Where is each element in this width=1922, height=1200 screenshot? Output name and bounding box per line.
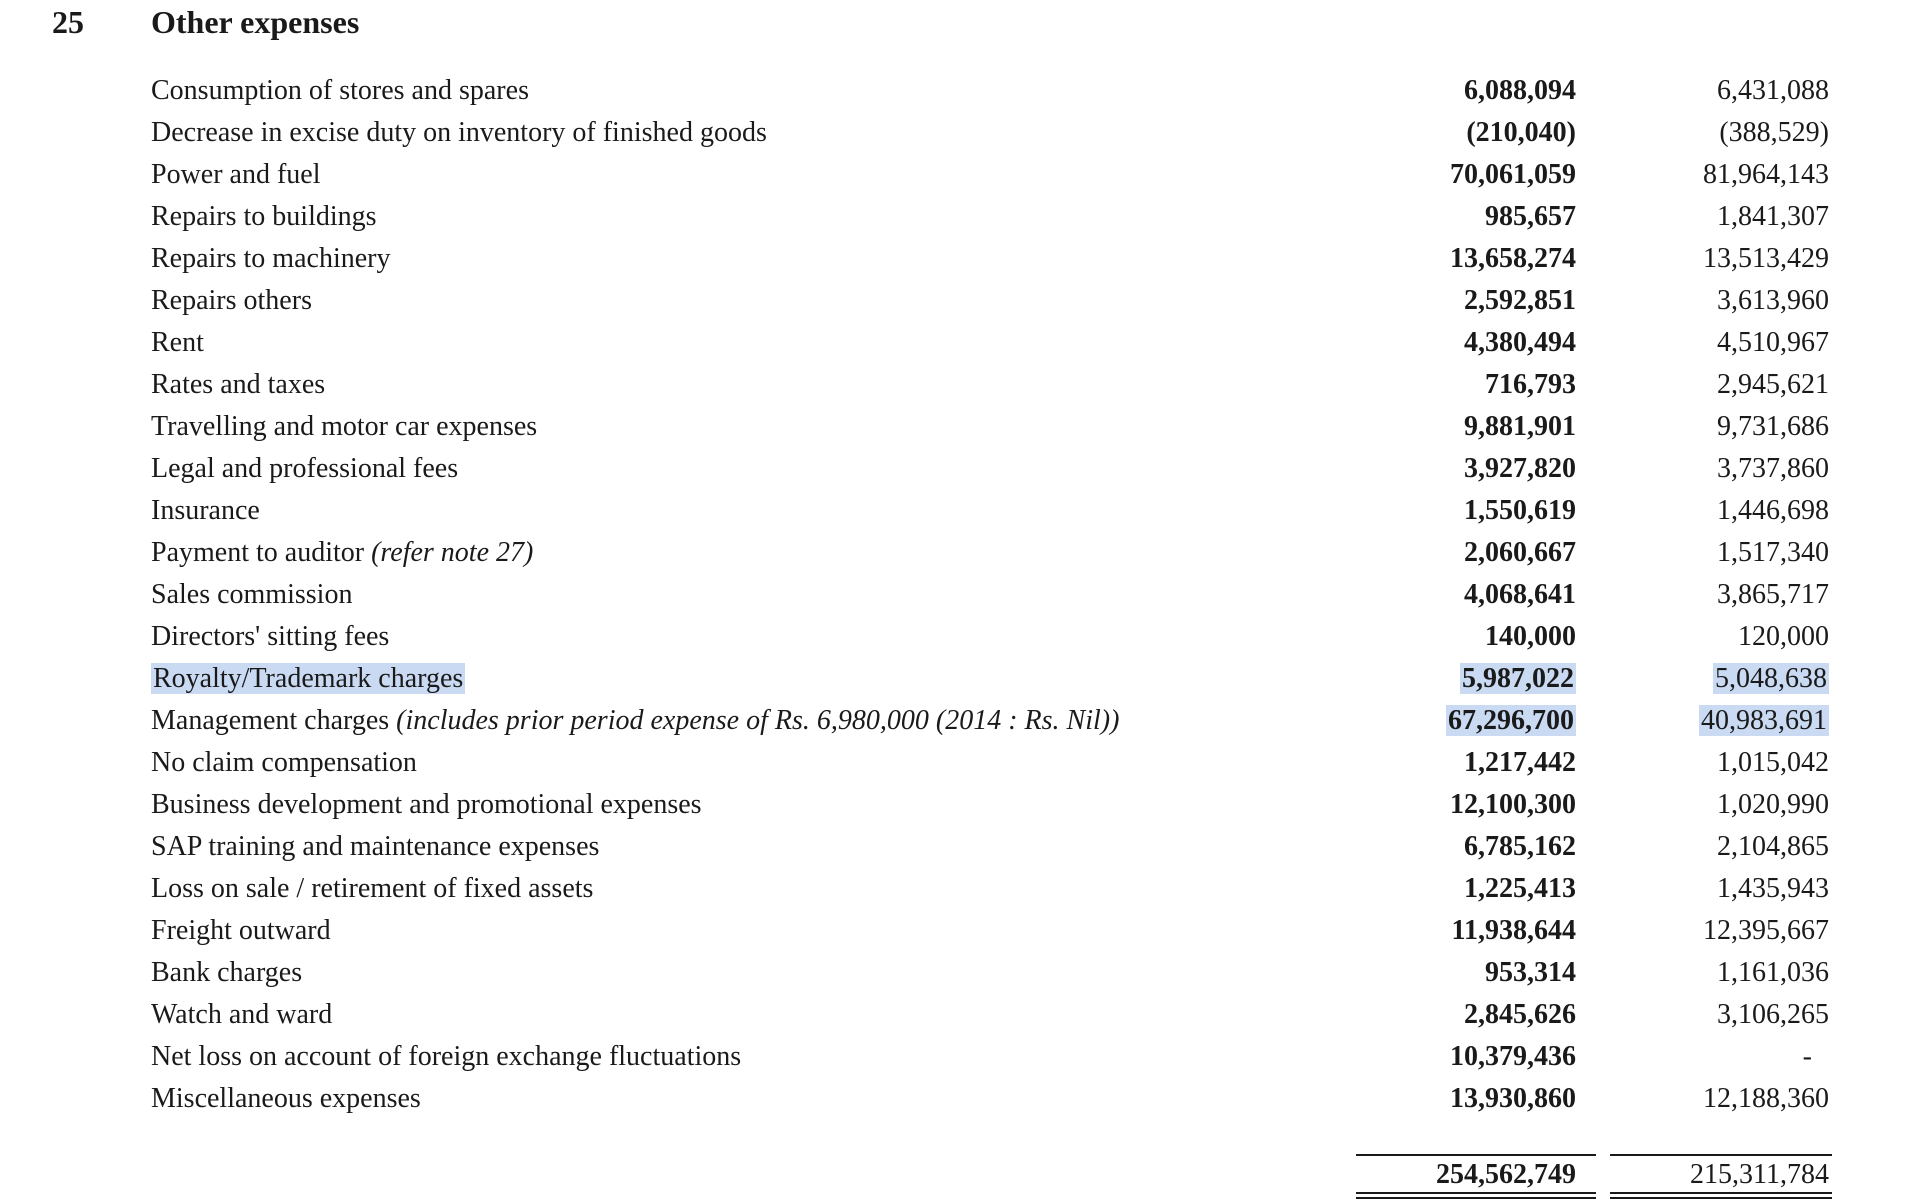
expense-label [151, 742, 417, 784]
expense-table [0, 70, 1922, 1120]
current-year-value [1464, 448, 1576, 490]
expense-label [151, 868, 593, 910]
table-row [0, 364, 1922, 406]
expense-label-text: Legal and professional fees [151, 453, 459, 484]
expense-label [151, 448, 458, 490]
current-year-value-text: 2,845,626 [1464, 999, 1576, 1030]
current-year-value [1466, 112, 1576, 154]
previous-year-value [1717, 952, 1829, 994]
total-double-rule-previous [1610, 1197, 1832, 1199]
table-row [0, 238, 1922, 280]
table-row [0, 994, 1922, 1036]
previous-year-value-text: 1,435,943 [1717, 873, 1829, 904]
current-year-value [1485, 952, 1576, 994]
current-year-value [1450, 238, 1576, 280]
previous-year-value [1717, 322, 1829, 364]
current-year-value-text: 6,088,094 [1464, 75, 1576, 106]
current-year-value-text: 1,217,442 [1464, 747, 1576, 778]
current-year-value [1464, 490, 1576, 532]
table-row [0, 742, 1922, 784]
expense-label-text: Repairs to buildings [151, 201, 377, 232]
current-year-value [1464, 742, 1576, 784]
previous-year-value [1703, 910, 1829, 952]
expense-label-text: Miscellaneous expenses [151, 1083, 421, 1114]
expense-label [151, 322, 204, 364]
expense-label [151, 364, 325, 406]
current-year-value [1464, 826, 1576, 868]
previous-year-value [1717, 784, 1829, 826]
table-row [0, 112, 1922, 154]
expense-label-text: Travelling and motor car expenses [151, 411, 538, 442]
note-title: Other expenses [151, 4, 360, 40]
expense-label [151, 406, 537, 448]
table-row [0, 448, 1922, 490]
current-year-value [1460, 658, 1576, 700]
current-year-value [1450, 784, 1576, 826]
expense-label [151, 154, 321, 196]
table-row [0, 574, 1922, 616]
expense-label [151, 280, 312, 322]
table-row [0, 196, 1922, 238]
previous-year-value-text: 4,510,967 [1717, 327, 1829, 358]
current-year-value-text: 9,881,901 [1464, 411, 1576, 442]
previous-year-value-text: 12,395,667 [1703, 915, 1829, 946]
current-year-value [1464, 868, 1576, 910]
expense-label [151, 1036, 741, 1078]
current-year-value-text: 140,000 [1485, 621, 1576, 652]
previous-year-value-text: 1,841,307 [1717, 201, 1829, 232]
expense-label [151, 238, 390, 280]
expense-label-text: Rent [151, 327, 204, 358]
expense-label-text: Freight outward [151, 915, 331, 946]
table-row [0, 322, 1922, 364]
expense-label [151, 70, 529, 112]
expense-label [151, 532, 533, 574]
expense-label-text: SAP training and maintenance expenses [151, 831, 600, 862]
current-year-value-text: 6,785,162 [1464, 831, 1576, 862]
current-year-value [1464, 70, 1576, 112]
expense-label-text: Power and fuel [151, 159, 321, 190]
current-year-value-text: (210,040) [1466, 117, 1576, 148]
current-year-value [1452, 910, 1576, 952]
current-year-value [1450, 1078, 1576, 1120]
current-year-value [1446, 700, 1576, 742]
current-year-value-text: 67,296,700 [1448, 705, 1574, 736]
total-previous: 215,311,784 [1690, 1159, 1829, 1190]
expense-label-text: No claim compensation [151, 747, 417, 778]
current-year-value [1450, 154, 1576, 196]
expense-label-text: Directors' sitting fees [151, 621, 390, 652]
expense-label [151, 574, 352, 616]
previous-year-value-text: 120,000 [1738, 621, 1829, 652]
expense-label [151, 784, 702, 826]
current-year-value [1485, 364, 1576, 406]
note-number: 25 [52, 4, 84, 40]
previous-year-value [1717, 826, 1829, 868]
current-year-value-text: 716,793 [1485, 369, 1576, 400]
expense-label [151, 826, 599, 868]
table-row [0, 490, 1922, 532]
current-year-value [1485, 616, 1576, 658]
previous-year-value-text: 5,048,638 [1715, 663, 1827, 694]
previous-year-value-text: 81,964,143 [1703, 159, 1829, 190]
previous-year-value-text: 40,983,691 [1701, 705, 1827, 736]
previous-year-value [1717, 448, 1829, 490]
current-year-value-text: 3,927,820 [1464, 453, 1576, 484]
previous-year-value-text: 9,731,686 [1717, 411, 1829, 442]
previous-year-value-text: - [1802, 1041, 1812, 1072]
current-year-value-text: 1,550,619 [1464, 495, 1576, 526]
table-row [0, 70, 1922, 112]
current-year-value-text: 12,100,300 [1450, 789, 1576, 820]
current-year-value-text: 11,938,644 [1451, 915, 1576, 946]
expense-label [151, 952, 302, 994]
previous-year-value [1717, 574, 1829, 616]
previous-year-value [1713, 658, 1829, 700]
current-year-value [1450, 1036, 1576, 1078]
previous-year-value-text: (388,529) [1719, 117, 1829, 148]
current-year-value-text: 2,592,851 [1464, 285, 1576, 316]
previous-year-value [1699, 700, 1829, 742]
previous-year-value-text: 3,106,265 [1717, 999, 1829, 1030]
previous-year-value-text: 3,865,717 [1717, 579, 1829, 610]
previous-year-value [1717, 196, 1829, 238]
table-row [0, 910, 1922, 952]
current-year-value [1464, 574, 1576, 616]
previous-year-value [1738, 616, 1829, 658]
total-double-rule-current [1356, 1197, 1596, 1199]
current-year-value-text: 4,068,641 [1464, 579, 1576, 610]
expense-label-text: Consumption of stores and spares [151, 75, 529, 106]
table-row [0, 700, 1922, 742]
expense-label [151, 196, 377, 238]
expense-label [151, 490, 260, 532]
previous-year-value [1717, 406, 1829, 448]
total-double-rule-current [1356, 1192, 1596, 1194]
current-year-value-text: 13,658,274 [1450, 243, 1576, 274]
previous-year-value-text: 12,188,360 [1703, 1083, 1829, 1114]
previous-year-value [1803, 1036, 1812, 1078]
previous-year-value-text: 1,015,042 [1717, 747, 1829, 778]
previous-year-value [1717, 532, 1829, 574]
previous-year-value-text: 1,020,990 [1717, 789, 1829, 820]
total-double-rule-previous [1610, 1192, 1832, 1194]
expense-label-text: Repairs others [151, 285, 312, 316]
expense-label-text: Rates and taxes [151, 369, 326, 400]
expense-label [151, 1078, 421, 1120]
table-row [0, 616, 1922, 658]
table-row [0, 280, 1922, 322]
expense-label [151, 658, 465, 700]
expense-label [151, 910, 331, 952]
expense-label-text: Insurance [151, 495, 260, 526]
previous-year-value [1717, 364, 1829, 406]
previous-year-value [1717, 994, 1829, 1036]
total-current: 254,562,749 [1436, 1159, 1576, 1190]
previous-year-value [1703, 1078, 1829, 1120]
table-row [0, 784, 1922, 826]
current-year-value [1464, 280, 1576, 322]
expense-label-text: Payment to auditor [151, 537, 365, 568]
current-year-value-text: 13,930,860 [1450, 1083, 1576, 1114]
expense-note: (includes prior period expense of Rs. 6,980,000 (2014 : Rs. Nil)) [396, 705, 1120, 736]
current-year-value-text: 985,657 [1485, 201, 1576, 232]
expense-label-text: Watch and ward [151, 999, 333, 1030]
expense-label [151, 700, 1119, 742]
previous-year-value-text: 2,104,865 [1717, 831, 1829, 862]
current-year-value-text: 953,314 [1485, 957, 1576, 988]
table-row [0, 1078, 1922, 1120]
previous-year-value [1719, 112, 1829, 154]
current-year-value-text: 10,379,436 [1450, 1041, 1576, 1072]
current-year-value-text: 70,061,059 [1450, 159, 1576, 190]
previous-year-value [1717, 742, 1829, 784]
previous-year-value [1717, 70, 1829, 112]
table-row [0, 406, 1922, 448]
previous-year-value-text: 6,431,088 [1717, 75, 1829, 106]
previous-year-value [1703, 238, 1829, 280]
current-year-value-text: 4,380,494 [1464, 327, 1576, 358]
table-row [0, 952, 1922, 994]
table-row [0, 826, 1922, 868]
expense-label-text: Business development and promotional expenses [151, 789, 702, 820]
current-year-value [1464, 532, 1576, 574]
current-year-value [1464, 322, 1576, 364]
expense-label-text: Repairs to machinery [151, 243, 391, 274]
previous-year-value [1717, 868, 1829, 910]
previous-year-value [1717, 490, 1829, 532]
previous-year-value-text: 13,513,429 [1703, 243, 1829, 274]
previous-year-value-text: 1,446,698 [1717, 495, 1829, 526]
expense-label-text: Decrease in excise duty on inventory of finished goods [151, 117, 767, 148]
previous-year-value [1703, 154, 1829, 196]
expense-label [151, 112, 767, 154]
current-year-value [1464, 406, 1576, 448]
current-year-value [1485, 196, 1576, 238]
table-row [0, 868, 1922, 910]
expense-label-text: Loss on sale / retirement of fixed assets [151, 873, 594, 904]
current-year-value [1464, 994, 1576, 1036]
expense-label-text: Net loss on account of foreign exchange fluctuations [151, 1041, 742, 1072]
previous-year-value-text: 3,613,960 [1717, 285, 1829, 316]
expense-label [151, 616, 389, 658]
expense-label-text: Royalty/Trademark charges [153, 663, 464, 694]
expense-label-text: Bank charges [151, 957, 303, 988]
previous-year-value-text: 2,945,621 [1717, 369, 1829, 400]
previous-year-value-text: 3,737,860 [1717, 453, 1829, 484]
current-year-value-text: 5,987,022 [1462, 663, 1574, 694]
expense-note: (refer note 27) [371, 537, 534, 568]
previous-year-value-text: 1,161,036 [1717, 957, 1829, 988]
table-row [0, 1036, 1922, 1078]
expense-label-text: Management charges [151, 705, 390, 736]
expense-label [151, 994, 332, 1036]
table-row [0, 154, 1922, 196]
current-year-value-text: 1,225,413 [1464, 873, 1576, 904]
expense-label-text: Sales commission [151, 579, 353, 610]
current-year-value-text: 2,060,667 [1464, 537, 1576, 568]
previous-year-value-text: 1,517,340 [1717, 537, 1829, 568]
table-row [0, 532, 1922, 574]
previous-year-value [1717, 280, 1829, 322]
table-row [0, 658, 1922, 700]
